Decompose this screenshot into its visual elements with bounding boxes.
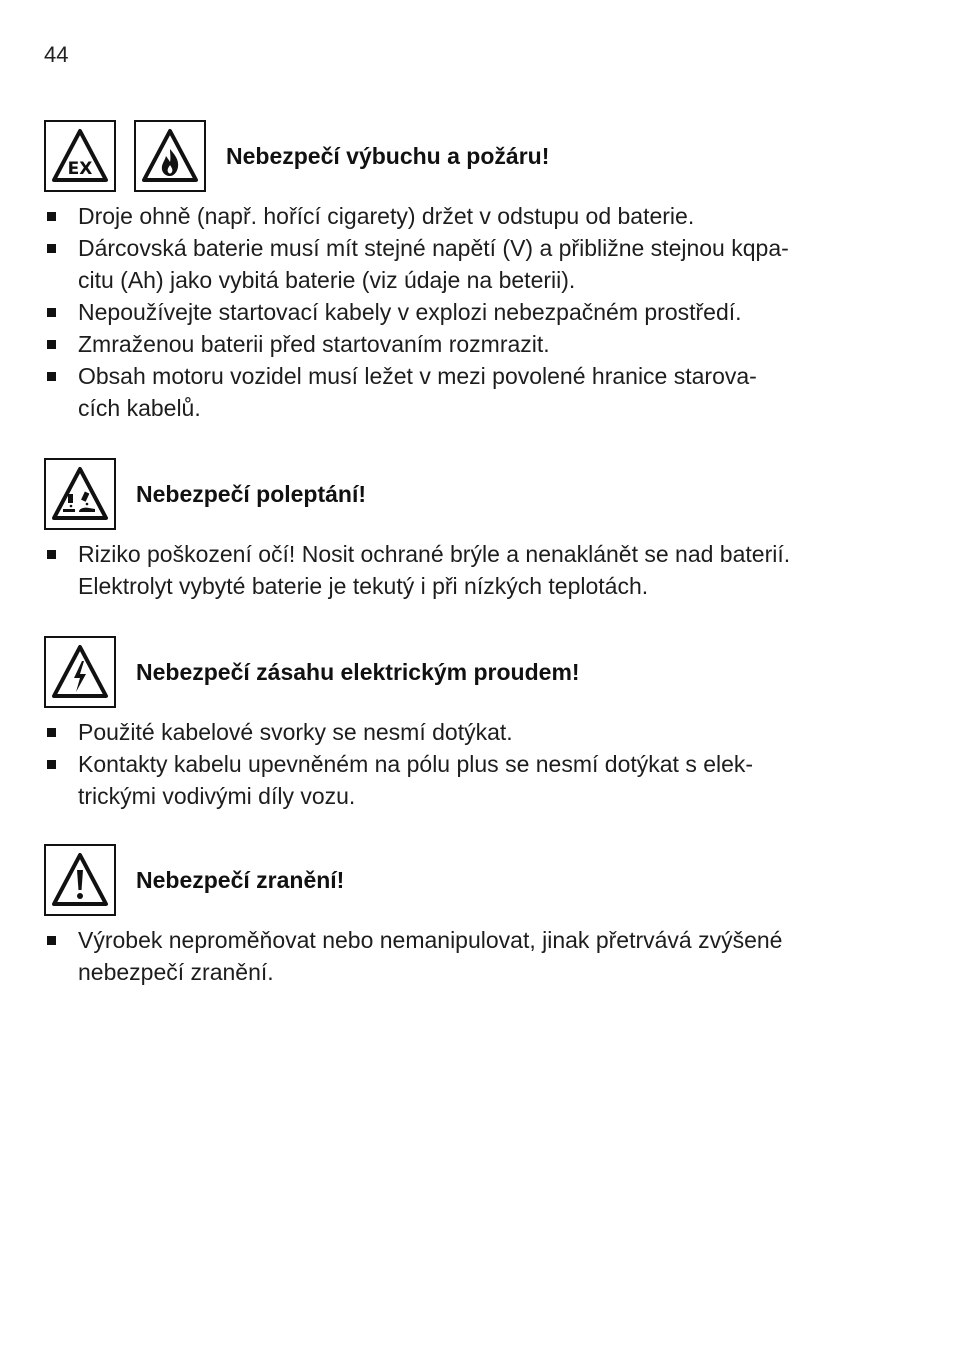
list-item: Obsah motoru vozidel musí ležet v mezi povolené hranice starova- cích kabelů. bbox=[44, 360, 874, 424]
svg-text:EX: EX bbox=[67, 159, 93, 179]
warning-header bbox=[44, 456, 874, 532]
warning-header bbox=[44, 842, 874, 918]
warning-list bbox=[44, 716, 874, 812]
warning-title: Nebezpečí poleptání! bbox=[136, 480, 367, 507]
warning-header bbox=[44, 634, 874, 710]
warning-list bbox=[44, 200, 874, 424]
general-warning-exclamation-icon bbox=[44, 844, 116, 916]
warning-section-explosion-fire bbox=[44, 118, 874, 424]
warning-header bbox=[44, 118, 874, 194]
warning-title: Nebezpečí zranění! bbox=[136, 866, 345, 893]
explosion-ex-warning-icon bbox=[44, 120, 116, 192]
warning-section-electric-shock bbox=[44, 634, 874, 812]
corrosive-warning-icon bbox=[44, 458, 116, 530]
warning-title: Nebezpečí zásahu elektrickým proudem! bbox=[136, 658, 580, 685]
list-item: Výrobek neproměňovat nebo nemanipulovat, jinak přetrvává zvýšené nebezpečí zranění. bbox=[44, 924, 874, 988]
list-item: Kontakty kabelu upevněném na pólu plus se nesmí dotýkat s elek- trickými vodivými díly vozu. bbox=[44, 748, 874, 812]
list-item: Riziko poškození očí! Nosit ochrané brýle a nenaklánět se nad baterií. Elektrolyt vybyté baterie je tekutý i při nízkých teplotách. bbox=[44, 538, 874, 602]
warning-list bbox=[44, 924, 874, 988]
flammable-fire-warning-icon bbox=[134, 120, 206, 192]
warning-title: Nebezpečí výbuchu a požáru! bbox=[226, 142, 550, 169]
warning-section-corrosive bbox=[44, 456, 874, 602]
page-number: 44 bbox=[44, 42, 69, 67]
list-item: Použité kabelové svorky se nesmí dotýkat. bbox=[44, 716, 874, 748]
warning-section-injury bbox=[44, 842, 874, 988]
list-item: Nepoužívejte startovací kabely v explozi nebezpačném prostředí. bbox=[44, 296, 874, 328]
list-item: Zmraženou baterii před startovaním rozmrazit. bbox=[44, 328, 874, 360]
list-item: Dárcovská baterie musí mít stejné napětí (V) a přibližne stejnou kqpa- citu (Ah) jako vybitá baterie (viz údaje na beterii). bbox=[44, 232, 874, 296]
list-item: Droje ohně (např. hořící cigarety) držet v odstupu od baterie. bbox=[44, 200, 874, 232]
warning-list bbox=[44, 538, 874, 602]
electric-shock-warning-icon bbox=[44, 636, 116, 708]
